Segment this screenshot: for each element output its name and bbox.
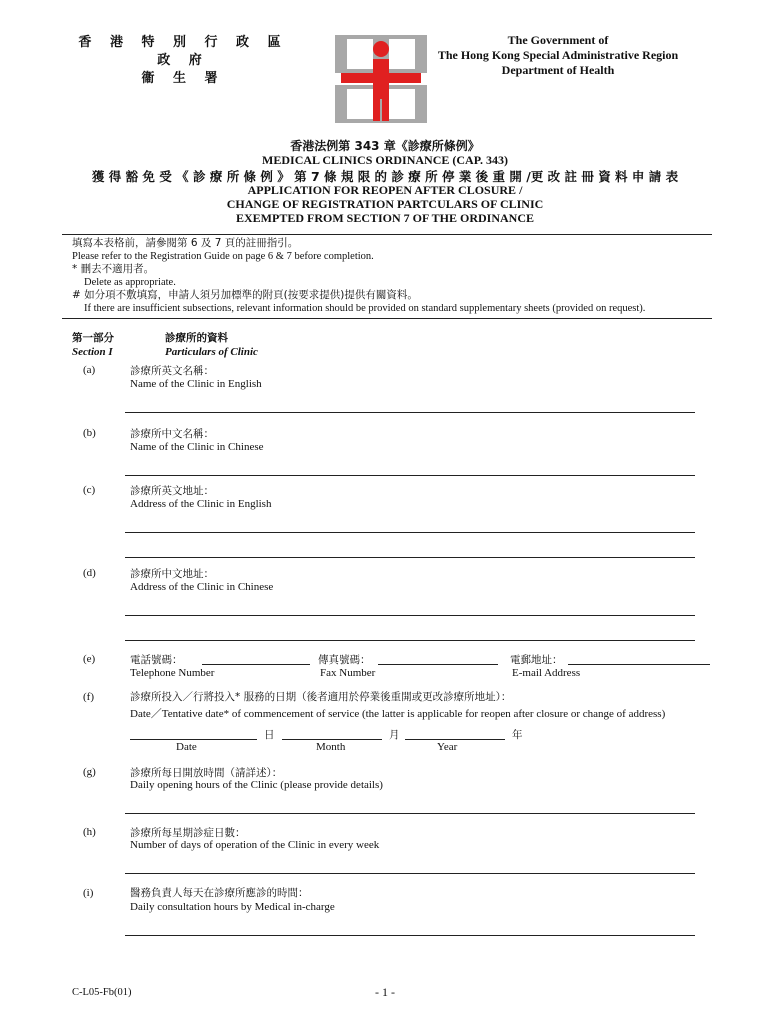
section-title-en: Particulars of Clinic — [165, 346, 258, 358]
day-label-zh: 日 — [264, 729, 275, 741]
email-label-zh: 電郵地址： — [510, 654, 563, 666]
item-f-en: Date／Tentative date* of commencement of service (the latter is applicable for reopen after closure or change of address) — [130, 708, 666, 720]
email-label-en: E-mail Address — [512, 667, 581, 679]
section-number-zh: 第一部分 — [72, 332, 114, 344]
instruction-zh-2: * 刪去不適用者。 — [72, 263, 155, 275]
item-f-label: (f) — [83, 691, 94, 703]
item-b-en: Name of the Clinic in Chinese — [130, 441, 264, 453]
item-d-en: Address of the Clinic in Chinese — [130, 581, 274, 593]
opening-hours-field[interactable] — [125, 813, 695, 814]
consultation-hours-field[interactable] — [125, 935, 695, 936]
item-b-label: (b) — [83, 427, 96, 439]
agency-en-line3: Department of Health — [501, 63, 615, 77]
item-c-zh: 診療所英文地址： — [130, 485, 214, 497]
section-title-zh: 診療所的資料 — [165, 332, 228, 344]
item-f-zh: 診療所投入／行將投入* 服務的日期（後者適用於停業後重開或更改診療所地址）： — [130, 691, 512, 703]
instruction-en-2: Delete as appropriate. — [84, 277, 176, 288]
item-h-zh: 診療所每星期診症日數： — [130, 827, 246, 839]
telephone-label-en: Telephone Number — [130, 667, 215, 679]
days-of-operation-field[interactable] — [125, 873, 695, 874]
item-a-zh: 診療所英文名稱： — [130, 365, 214, 377]
agency-name-english — [408, 33, 708, 78]
instruction-zh-1: 填寫本表格前，請參閱第 6 及 7 頁的註冊指引。 — [72, 237, 299, 249]
clinic-address-english-field-2[interactable] — [125, 557, 695, 558]
form-code: C-L05-Fb(01) — [72, 987, 132, 998]
clinic-name-chinese-field[interactable] — [125, 475, 695, 476]
item-c-en: Address of the Clinic in English — [130, 498, 272, 510]
item-d-zh: 診療所中文地址： — [130, 568, 214, 580]
item-b-zh: 診療所中文名稱： — [130, 428, 214, 440]
date-month-field[interactable] — [282, 739, 382, 740]
section-number-en: Section I — [72, 346, 113, 358]
item-a-label: (a) — [83, 364, 96, 376]
agency-zh-line2: 衞 生 署 — [141, 71, 225, 86]
item-c-label: (c) — [83, 484, 96, 496]
month-label-en: Month — [316, 741, 346, 753]
fax-label-en: Fax Number — [320, 667, 376, 679]
agency-en-line2: The Hong Kong Special Administrative Region — [437, 48, 679, 62]
item-d-label: (d) — [83, 567, 96, 579]
item-h-label: (h) — [83, 826, 96, 838]
section-number — [72, 331, 114, 359]
fax-label-zh: 傳真號碼： — [318, 654, 371, 666]
month-label-zh: 月 — [389, 729, 400, 741]
telephone-label-zh: 電話號碼： — [130, 654, 183, 666]
title-en-line2: APPLICATION FOR REOPEN AFTER CLOSURE / — [247, 183, 523, 197]
page-number: - 1 - — [375, 985, 395, 999]
agency-name-chinese — [78, 34, 288, 88]
title-zh-application: 獲 得 豁 免 受 《 診 療 所 條 例 》 第 7 條 規 限 的 診 療 所 停 業 後 重 開 /更 改 註 冊 資 料 申 請 表 — [91, 169, 679, 184]
instruction-en-3: If there are insufficient subsections, relevant information should be provided on standard supplementary sheets (provided on request). — [84, 303, 646, 314]
clinic-name-english-field[interactable] — [125, 412, 695, 413]
item-a-en: Name of the Clinic in English — [130, 378, 262, 390]
telephone-field[interactable] — [202, 664, 310, 665]
clinic-address-english-field-1[interactable] — [125, 532, 695, 533]
fax-field[interactable] — [378, 664, 498, 665]
date-year-field[interactable] — [405, 739, 505, 740]
agency-en-line1: The Government of — [507, 33, 609, 47]
title-en-line4: EXEMPTED FROM SECTION 7 OF THE ORDINANCE — [235, 211, 535, 225]
instruction-en-1: Please refer to the Registration Guide on page 6 & 7 before completion. — [72, 251, 374, 262]
agency-zh-line1: 香 港 特 別 行 政 區 政 府 — [78, 35, 288, 68]
item-g-label: (g) — [83, 766, 96, 778]
date-day-field[interactable] — [130, 739, 257, 740]
item-i-zh: 醫務負責人每天在診療所應診的時間： — [130, 887, 309, 899]
divider-instructions — [62, 318, 712, 319]
title-zh-ordinance: 香港法例第 343 章《診療所條例》 — [290, 139, 480, 153]
clinic-address-chinese-field-2[interactable] — [125, 640, 695, 641]
clinic-address-chinese-field-1[interactable] — [125, 615, 695, 616]
divider-top — [62, 234, 712, 235]
email-field[interactable] — [568, 664, 710, 665]
item-g-zh: 診療所每日開放時間（請詳述）： — [130, 767, 283, 779]
instructions — [72, 237, 645, 315]
day-label-en: Date — [176, 741, 197, 753]
item-h-en: Number of days of operation of the Clinic in every week — [130, 839, 380, 851]
instruction-zh-3: # 如分項不敷填寫，申請人須另加標準的附頁(按要求提供)提供有關資料。 — [72, 289, 418, 301]
year-label-zh: 年 — [512, 729, 523, 741]
item-e-label: (e) — [83, 653, 96, 665]
year-label-en: Year — [437, 741, 458, 753]
section-title — [165, 331, 258, 359]
item-g-en: Daily opening hours of the Clinic (please provide details) — [130, 779, 383, 791]
title-en-line3: CHANGE OF REGISTRATION PARTCULARS OF CLINIC — [226, 197, 544, 211]
title-en-ordinance: MEDICAL CLINICS ORDINANCE (CAP. 343) — [262, 153, 508, 167]
item-i-label: (i) — [83, 887, 94, 899]
item-i-en: Daily consultation hours by Medical in-charge — [130, 901, 335, 913]
